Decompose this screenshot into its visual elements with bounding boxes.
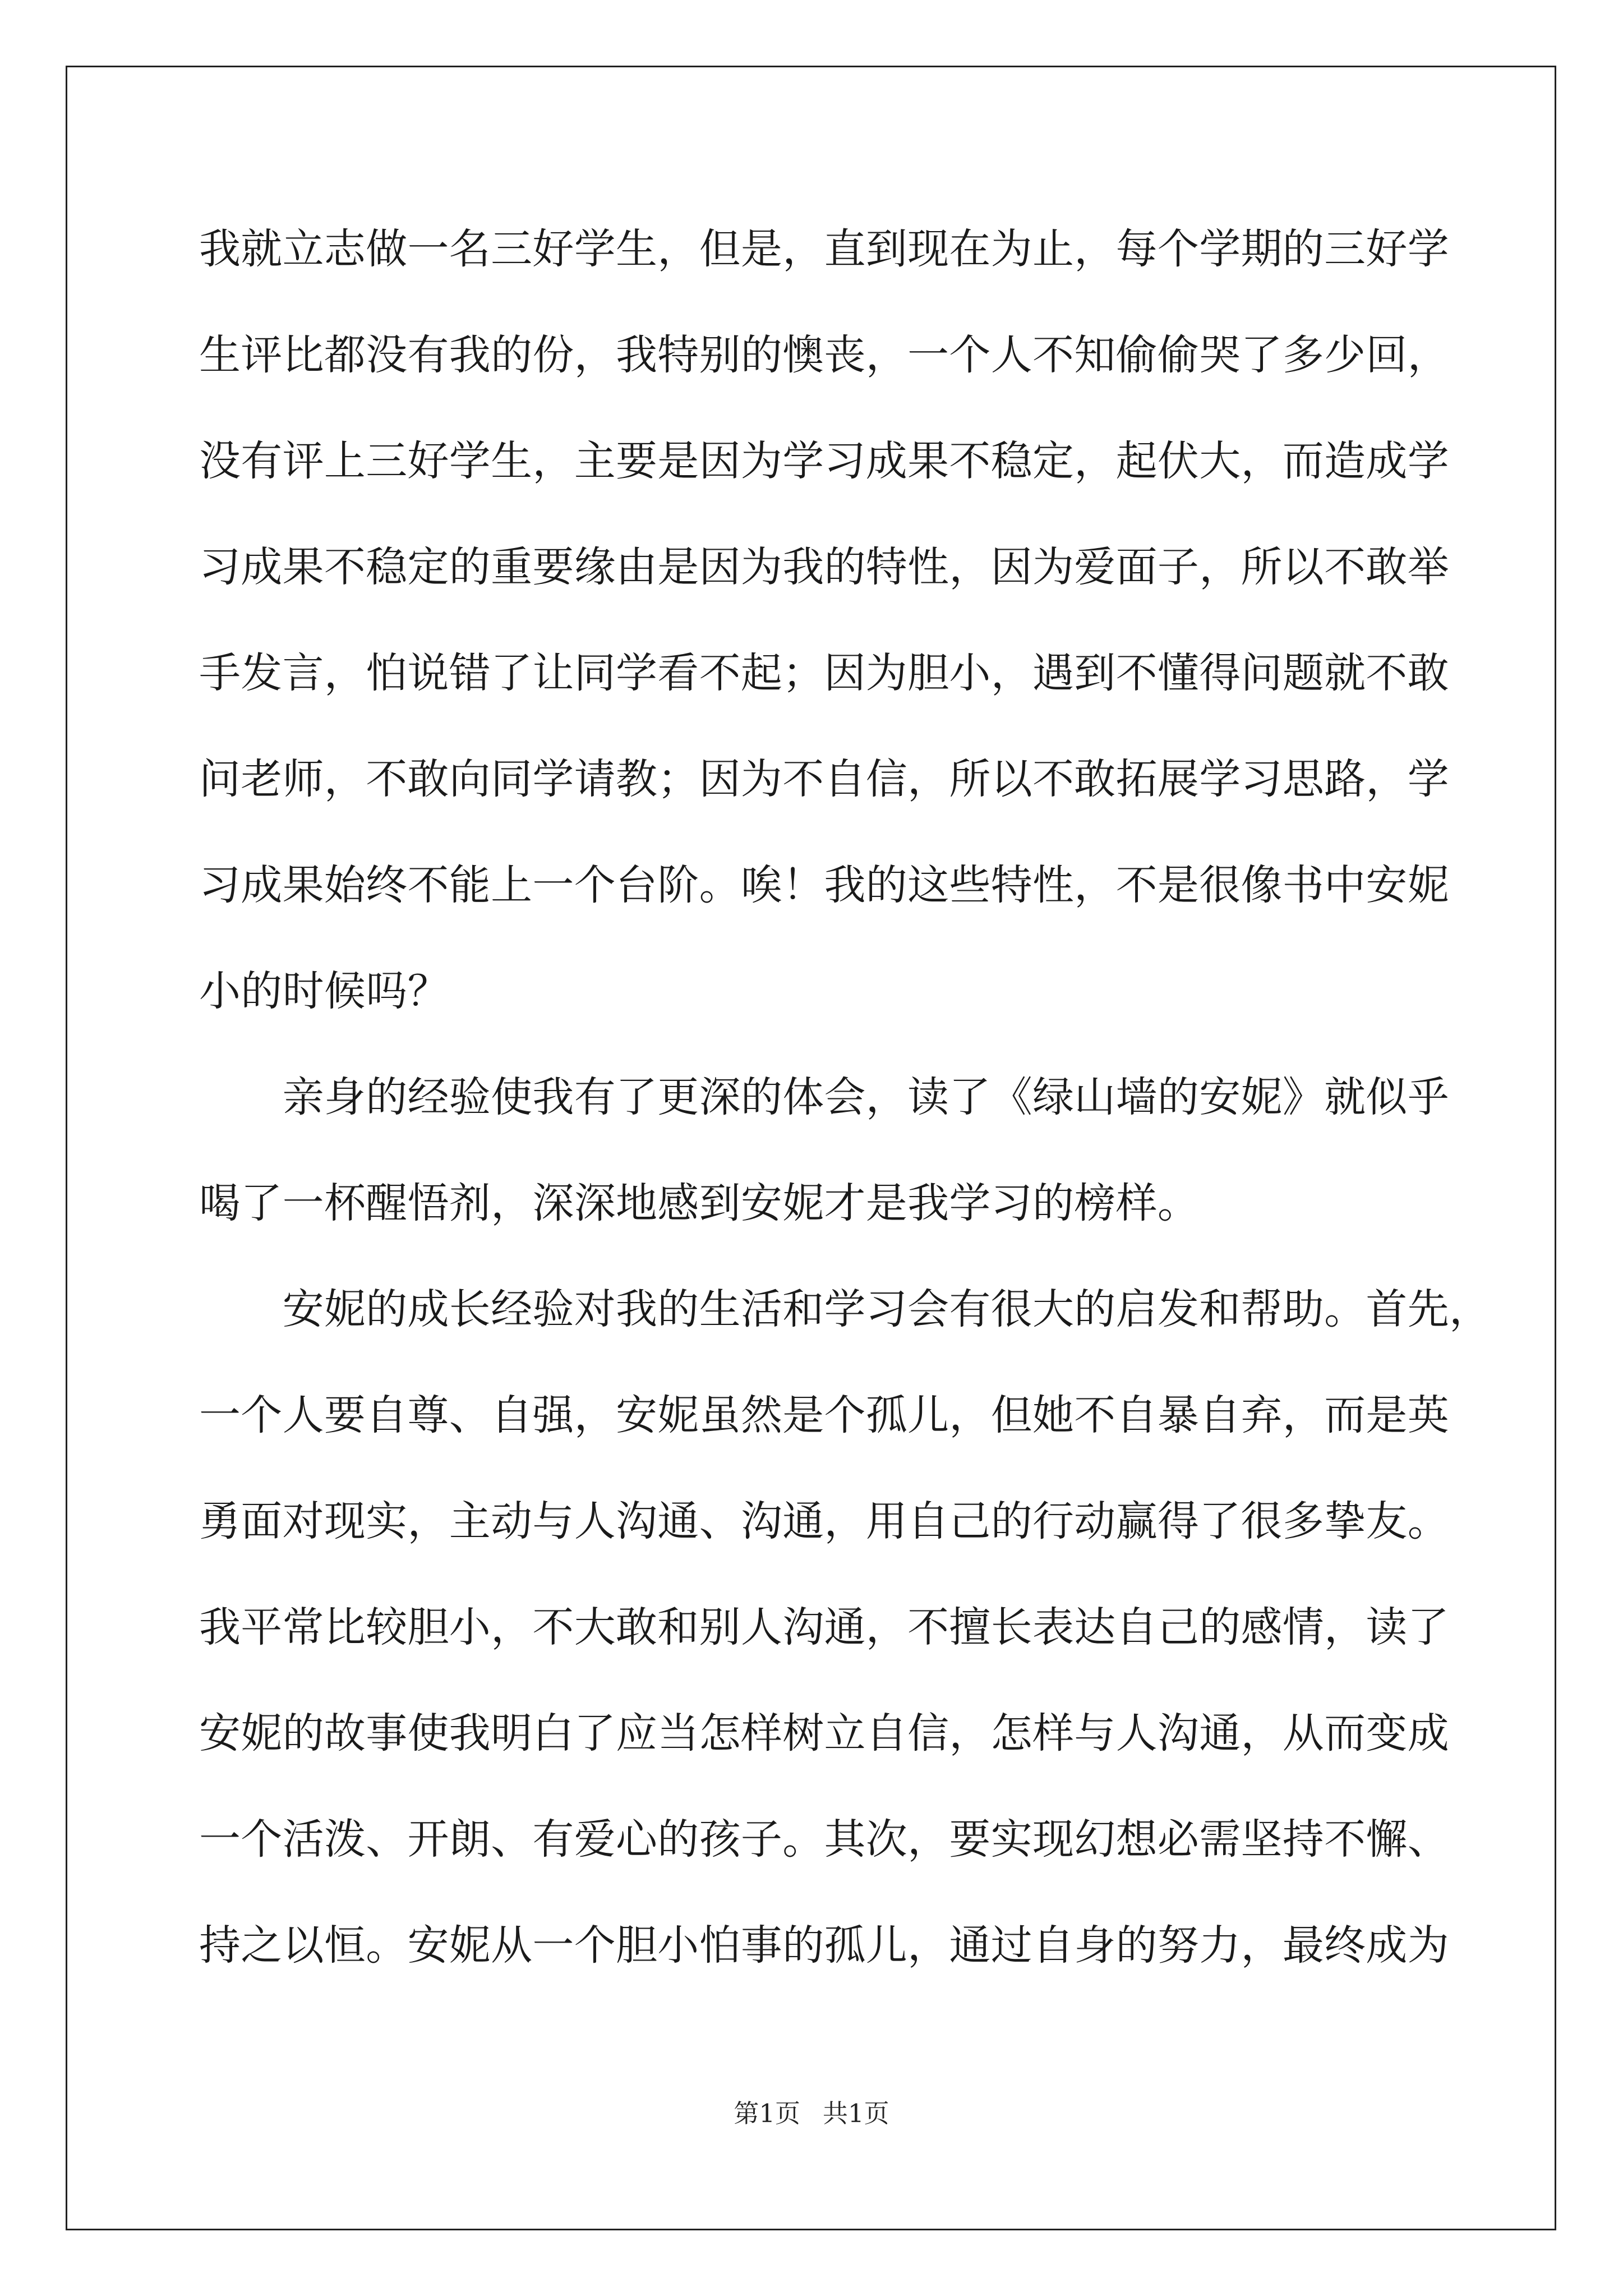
text-line: 我就立志做一名三好学生，但是，直到现在为止，每个学期的三好学 [199, 225, 1449, 273]
text-line: 没有评上三好学生，主要是因为学习成果不稳定，起伏大，而造成学 [199, 437, 1449, 485]
page-footer [0, 2094, 1623, 2133]
page-number: 第1页 [734, 2099, 800, 2128]
page-total: 共1页 [823, 2099, 889, 2128]
text-line: 小的时候吗？ [199, 967, 449, 1015]
text-line: 亲身的经验使我有了更深的体会，读了《绿山墙的安妮》就似乎 [199, 1073, 1449, 1121]
text-line: 问老师，不敢向同学请教；因为不自信，所以不敢拓展学习思路，学 [199, 755, 1449, 803]
text-line: 我平常比较胆小，不大敢和别人沟通，不擅长表达自己的感情，读了 [199, 1603, 1449, 1651]
text-line: 习成果始终不能上一个台阶。唉！我的这些特性，不是很像书中安妮 [199, 861, 1449, 909]
text-line: 喝了一杯醒悟剂，深深地感到安妮才是我学习的榜样。 [199, 1179, 1200, 1227]
text-line: 手发言，怕说错了让同学看不起；因为胆小，遇到不懂得问题就不敢 [199, 649, 1449, 697]
text-line: 勇面对现实，主动与人沟通、沟通，用自己的行动赢得了很多挚友。 [199, 1497, 1449, 1545]
text-line: 一个活泼、开朗、有爱心的孩子。其次，要实现幻想必需坚持不懈、 [199, 1815, 1449, 1864]
text-line: 安妮的成长经验对我的生活和学习会有很大的启发和帮助。首先， [199, 1285, 1491, 1333]
text-line: 持之以恒。安妮从一个胆小怕事的孤儿，通过自身的努力，最终成为 [199, 1921, 1449, 1970]
text-line: 一个人要自尊、自强，安妮虽然是个孤儿，但她不自暴自弃，而是英 [199, 1391, 1449, 1439]
text-line: 安妮的故事使我明白了应当怎样树立自信，怎样与人沟通，从而变成 [199, 1709, 1449, 1757]
text-line: 生评比都没有我的份，我特别的懊丧，一个人不知偷偷哭了多少回， [199, 331, 1449, 379]
page-border [66, 66, 1556, 2230]
text-line: 习成果不稳定的重要缘由是因为我的特性，因为爱面子，所以不敢举 [199, 543, 1449, 591]
